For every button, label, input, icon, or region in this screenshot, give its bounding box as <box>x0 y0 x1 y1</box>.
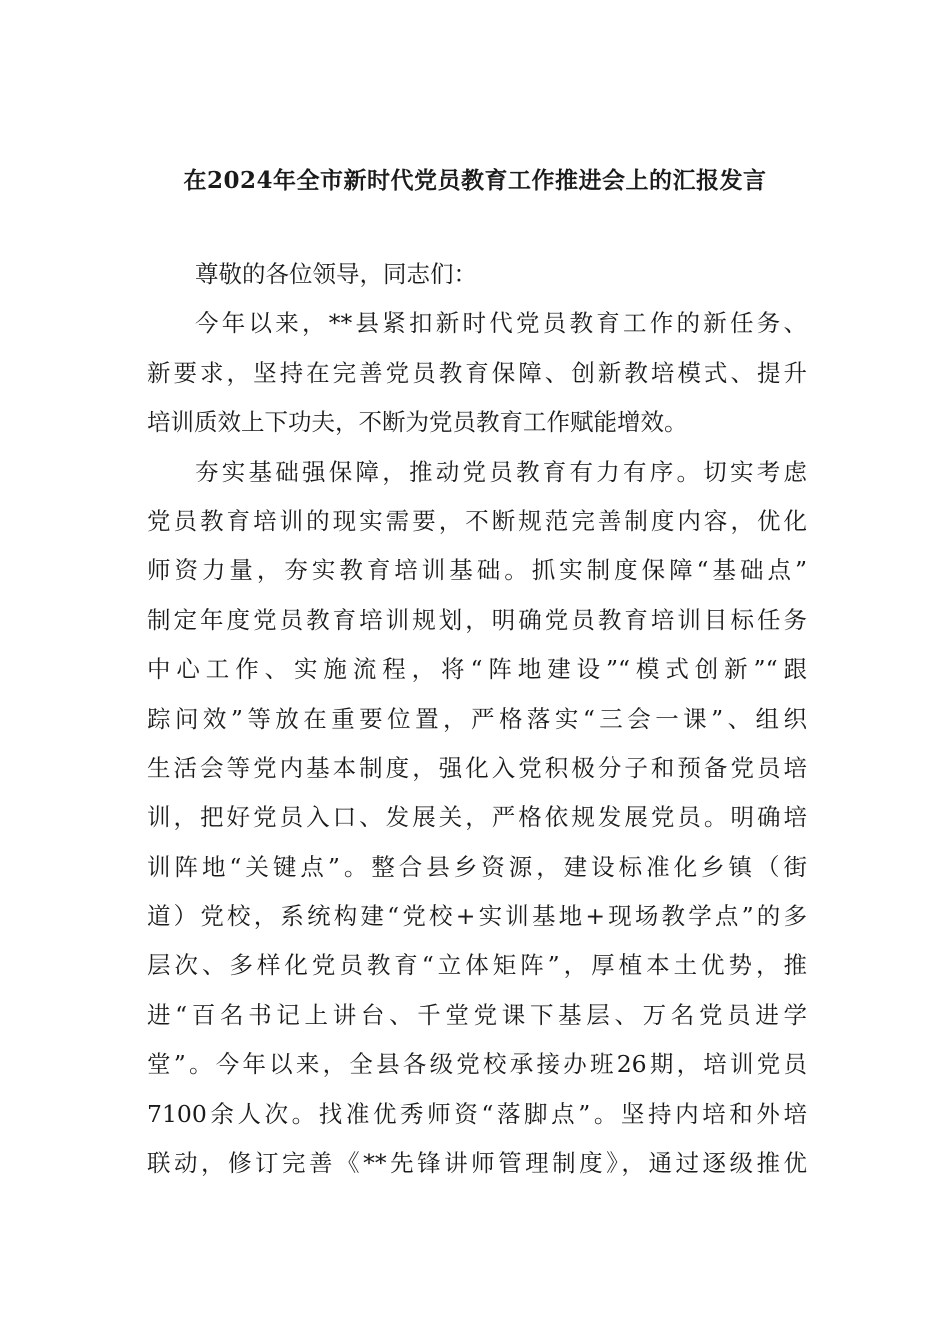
body-line: 党员教育培训的现实需要，不断规范完善制度内容，优化 <box>147 506 807 535</box>
document-body <box>147 250 807 1188</box>
body-line: 中心工作、实施流程，将“阵地建设”“模式创新”“跟 <box>147 655 807 684</box>
body-line: 制定年度党员教育培训规划，明确党员教育培训目标任务 <box>147 605 807 634</box>
body-line: 生活会等党内基本制度，强化入党积极分子和预备党员培 <box>147 753 807 782</box>
document-title: 在2024年全市新时代党员教育工作推进会上的汇报发言 <box>183 167 767 194</box>
body-line: 培训质效上下功夫，不断为党员教育工作赋能增效。 <box>147 408 688 437</box>
body-line: 联动，修订完善《**先锋讲师管理制度》，通过逐级推优 <box>147 1149 807 1178</box>
body-line: 训，把好党员入口、发展关，严格依规发展党员。明确培 <box>147 803 807 832</box>
body-line: 夯实基础强保障，推动党员教育有力有序。切实考虑 <box>195 457 807 486</box>
body-line: 层次、多样化党员教育“立体矩阵”，厚植本土优势，推 <box>147 951 807 980</box>
body-line: 道）党校，系统构建“党校+实训基地+现场教学点”的多 <box>147 902 807 931</box>
body-line: 进“百名书记上讲台、千堂党课下基层、万名党员进学 <box>147 1000 807 1029</box>
body-line: 7100余人次。找准优秀师资“落脚点”。坚持内培和外培 <box>147 1099 807 1128</box>
body-line: 堂”。今年以来，全县各级党校承接办班26期，培训党员 <box>147 1050 807 1079</box>
body-line: 训阵地“关键点”。整合县乡资源，建设标准化乡镇（街 <box>147 852 807 881</box>
body-line: 踪问效”等放在重要位置，严格落实“三会一课”、组织 <box>147 704 807 733</box>
body-line: 师资力量，夯实教育培训基础。抓实制度保障“基础点” <box>147 556 807 585</box>
body-line: 尊敬的各位领导，同志们： <box>195 260 477 288</box>
body-line: 新要求，坚持在完善党员教育保障、创新教培模式、提升 <box>147 358 807 387</box>
body-line: 今年以来，**县紧扣新时代党员教育工作的新任务、 <box>195 309 807 338</box>
